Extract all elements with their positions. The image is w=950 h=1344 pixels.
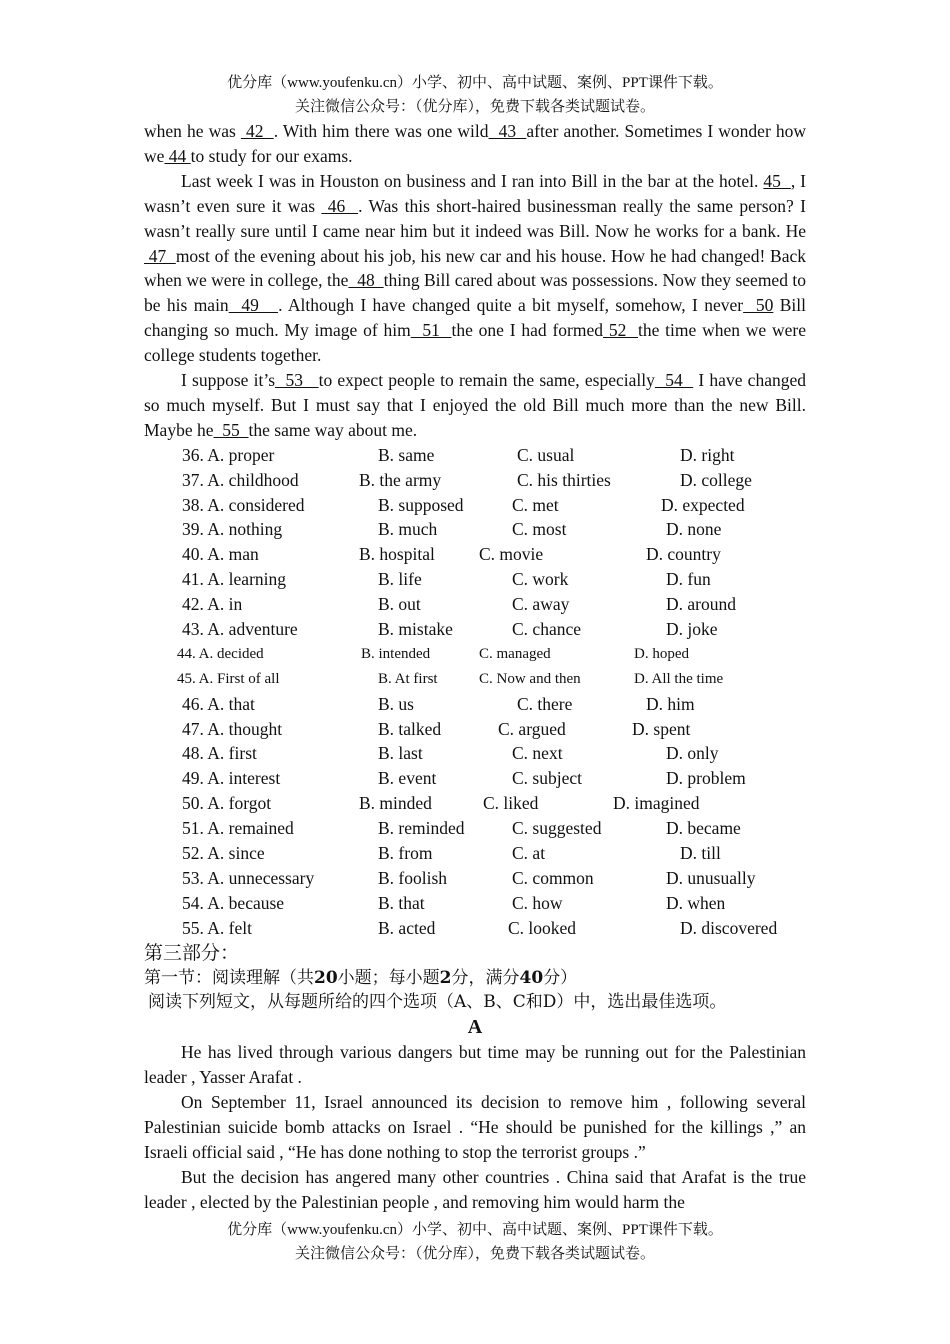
- blank-48: 48: [348, 270, 384, 291]
- passage-paragraph-3: I suppose it’s 53 to expect people to remain the same, especially 54 I have changed so much myself. But I must say that I enjoyed the old Bill much more than the new Bill. Maybe he 55 the same way about me.: [144, 370, 806, 440]
- blank-43: 43: [488, 121, 527, 141]
- footer-line-2: 关注微信公众号：（优分库），免费下载各类试题试卷。: [294, 1246, 655, 1262]
- option-row-45: 45. A. First of all B. At first C. Now and then D. All the time: [177, 670, 724, 687]
- option-row-43: 43. A. adventure B. mistake C. chance D. joke: [182, 619, 718, 640]
- section-3-title: 第三部分：: [144, 941, 240, 964]
- option-row-36: 36. A. proper B. same C. usual D. right: [182, 444, 735, 465]
- options-list: [144, 443, 806, 941]
- option-row-46: 46. A. that B. us C. there D. him: [182, 693, 695, 714]
- option-row-37: 37. A. childhood B. the army C. his thirties D. college: [182, 469, 752, 490]
- section-3-subtitle: 第一节：阅读理解（共20小题；每小题2分，满分40分）: [144, 967, 578, 988]
- blank-53: 53: [275, 370, 319, 391]
- option-row-39: 39. A. nothing B. much C. most D. none: [182, 519, 722, 540]
- option-row-53: 53. A. unnecessary B. foolish C. common D. unusually: [182, 867, 756, 888]
- blank-47: 47: [144, 245, 176, 266]
- blank-50: 50: [743, 295, 774, 316]
- blank-45: 45: [763, 170, 791, 191]
- blank-44: 44: [164, 145, 191, 166]
- passage-a-paragraph-3: But the decision has angered many other countries . China said that Arafat is the true leader , elected by the Palestinian people , and removing him would harm the: [144, 1166, 806, 1212]
- option-row-50: 50. A. forgot B. minded C. liked D. imagined: [182, 793, 700, 814]
- footer-line-1: 优分库（www.youfenku.cn）小学、初中、高中试题、案例、PPT课件下载。: [227, 1222, 723, 1238]
- option-row-52: 52. A. since B. from C. at D. till: [182, 843, 721, 864]
- blank-54: 54: [654, 370, 694, 391]
- option-row-44: 44. A. decided B. intended C. managed D. hoped: [177, 645, 689, 662]
- page-header: [0, 71, 950, 119]
- blank-42: 42: [240, 121, 274, 141]
- blank-49: 49: [228, 295, 279, 316]
- option-row-40: 40. A. man B. hospital C. movie D. country: [182, 544, 721, 565]
- header-line-1: 优分库（www.youfenku.cn）小学、初中、高中试题、案例、PPT课件下载。: [227, 75, 723, 91]
- option-row-51: 51. A. remained B. reminded C. suggested D. became: [182, 818, 741, 839]
- blank-46: 46: [321, 195, 359, 216]
- passage-paragraph-2: Last week I was in Houston on business and I ran into Bill in the bar at the hotel. 45 , I wasn’t even sure it was 46 . Was this short-haired businessman really the same person? I wasn’t really sure until I came near him but it indeed was Bill. Now he works for a bank. He 47 most of the evening about his job, his new car and his house. How he had changed! Back when we were in college, the 48 thing Bill cared about was possessions. Now they seemed to be his main 49 . Although I have changed quite a bit myself, somehow, I never 50 Bill changing so much. My image of him 51 the one I had formed 52 the time when we were college students together.: [144, 170, 807, 366]
- blank-55: 55: [213, 419, 249, 440]
- page-footer: [0, 1218, 950, 1266]
- blank-52: 52: [603, 320, 638, 341]
- option-row-38: 38. A. considered B. supposed C. met D. expected: [182, 494, 745, 515]
- option-row-48: 48. A. first B. last C. next D. only: [182, 743, 719, 764]
- option-row-47: 47. A. thought B. talked C. argued D. spent: [182, 718, 691, 739]
- passage-a-paragraph-2: On September 11, Israel announced its decision to remove him , following several Palestinian suicide bomb attacks on Israel . “He should be punished for the killings ,” an Israeli official said , “He has done nothing to stop the terrorist groups .”: [144, 1092, 806, 1162]
- blank-51: 51: [410, 320, 452, 341]
- option-row-54: 54. A. because B. that C. how D. when: [182, 892, 726, 913]
- header-line-2: 关注微信公众号：（优分库），免费下载各类试题试卷。: [294, 99, 655, 115]
- passage-a-label: A: [467, 1016, 483, 1039]
- option-row-41: 41. A. learning B. life C. work D. fun: [182, 569, 711, 590]
- section-3-instruction: 阅读下列短文，从每题所给的四个选项（A、B、C和D）中，选出最佳选项。: [148, 992, 727, 1013]
- option-row-55: 55. A. felt B. acted C. looked D. discovered: [182, 917, 778, 938]
- option-row-42: 42. A. in B. out C. away D. around: [182, 594, 736, 615]
- page-body: [144, 119, 806, 1215]
- option-row-49: 49. A. interest B. event C. subject D. problem: [182, 768, 746, 789]
- passage-paragraph-1: when he was 42 . With him there was one wild 43 after another. Sometimes I wonder how we 44 to study for our exams.: [144, 121, 807, 166]
- passage-a-paragraph-1: He has lived through various dangers but time may be running out for the Palestinian leader , Yasser Arafat .: [144, 1042, 806, 1088]
